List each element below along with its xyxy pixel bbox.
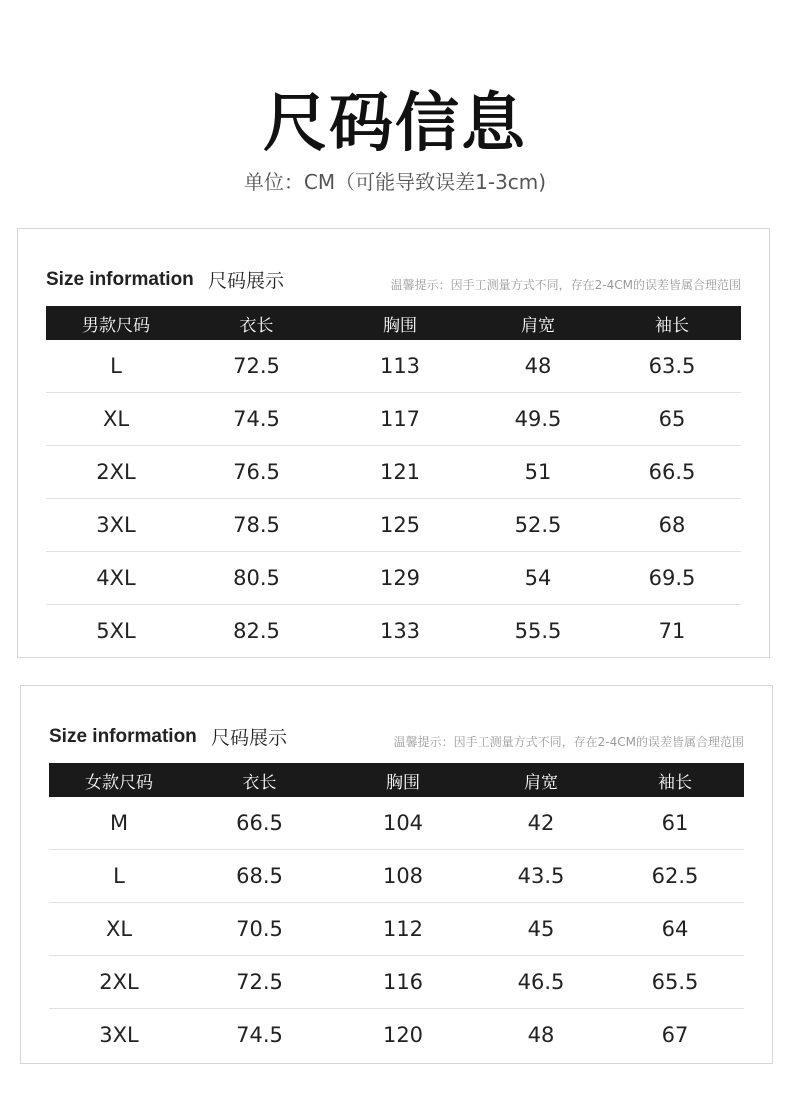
women-size-table bbox=[49, 763, 744, 1061]
women-card-header bbox=[49, 724, 744, 752]
table-row bbox=[46, 446, 741, 499]
cell-sleeve: 65 bbox=[603, 393, 741, 446]
cell-chest: 117 bbox=[327, 393, 473, 446]
men-header-cn: 尺码展示 bbox=[208, 270, 285, 292]
cell-shoulder: 48 bbox=[473, 340, 603, 393]
cell-shoulder: 54 bbox=[473, 552, 603, 605]
cell-shoulder: 52.5 bbox=[473, 499, 603, 552]
cell-length: 66.5 bbox=[189, 797, 330, 850]
col-header-sleeve: 袖长 bbox=[606, 763, 744, 797]
col-header-length: 衣长 bbox=[189, 763, 330, 797]
cell-size: M bbox=[49, 797, 189, 850]
cell-size: 3XL bbox=[46, 499, 186, 552]
cell-chest: 121 bbox=[327, 446, 473, 499]
cell-length: 74.5 bbox=[186, 393, 327, 446]
table-row bbox=[46, 605, 741, 658]
cell-size: 2XL bbox=[46, 446, 186, 499]
unit-subtitle: 单位：CM（可能导致误差1-3cm) bbox=[243, 170, 547, 194]
cell-length: 72.5 bbox=[186, 340, 327, 393]
cell-chest: 112 bbox=[330, 903, 476, 956]
cell-length: 68.5 bbox=[189, 850, 330, 903]
cell-sleeve: 63.5 bbox=[603, 340, 741, 393]
table-row bbox=[46, 499, 741, 552]
cell-sleeve: 67 bbox=[661, 1023, 689, 1047]
cell-shoulder: 45 bbox=[476, 903, 606, 956]
cell-chest: 125 bbox=[327, 499, 473, 552]
cell-length: 72.5 bbox=[189, 956, 330, 1009]
men-measure-note: 温馨提示：因手工测量方式不同，存在2-4CM的误差皆属合理范围 bbox=[390, 278, 741, 292]
page-title: 尺码信息 bbox=[263, 87, 527, 161]
table-row bbox=[49, 797, 744, 850]
cell-chest: 113 bbox=[327, 340, 473, 393]
col-header-shoulder: 肩宽 bbox=[476, 763, 606, 797]
men-card-header bbox=[46, 267, 741, 295]
women-header-en: Size information bbox=[49, 726, 197, 747]
cell-size: 4XL bbox=[46, 552, 186, 605]
cell-length: 76.5 bbox=[186, 446, 327, 499]
cell-size: 2XL bbox=[49, 956, 189, 1009]
table-row bbox=[46, 393, 741, 446]
table-row bbox=[49, 1009, 744, 1062]
cell-chest: 108 bbox=[330, 850, 476, 903]
cell-length: 82.5 bbox=[233, 619, 280, 643]
cell-length: 80.5 bbox=[186, 552, 327, 605]
cell-shoulder: 51 bbox=[473, 446, 603, 499]
col-header-chest: 胸围 bbox=[330, 763, 476, 797]
cell-shoulder: 49.5 bbox=[473, 393, 603, 446]
table-row bbox=[49, 956, 744, 1009]
cell-sleeve: 61 bbox=[606, 797, 744, 850]
cell-sleeve: 71 bbox=[658, 619, 686, 643]
cell-shoulder: 46.5 bbox=[476, 956, 606, 1009]
cell-sleeve: 66.5 bbox=[603, 446, 741, 499]
cell-length: 74.5 bbox=[236, 1023, 283, 1047]
cell-shoulder: 55.5 bbox=[514, 619, 562, 643]
cell-shoulder: 43.5 bbox=[476, 850, 606, 903]
cell-sleeve: 69.5 bbox=[603, 552, 741, 605]
cell-sleeve: 64 bbox=[606, 903, 744, 956]
table-row bbox=[49, 850, 744, 903]
men-size-table bbox=[46, 306, 741, 657]
cell-chest: 116 bbox=[330, 956, 476, 1009]
men-table-header-row bbox=[46, 306, 741, 340]
cell-size: L bbox=[46, 340, 186, 393]
cell-sleeve: 65.5 bbox=[606, 956, 744, 1009]
cell-shoulder: 42 bbox=[476, 797, 606, 850]
cell-chest: 129 bbox=[327, 552, 473, 605]
col-header-chest: 胸围 bbox=[327, 306, 473, 340]
women-size-card bbox=[20, 685, 773, 1064]
cell-sleeve: 68 bbox=[603, 499, 741, 552]
women-header-cn: 尺码展示 bbox=[211, 727, 288, 749]
men-size-card bbox=[17, 228, 770, 658]
cell-size: 3XL bbox=[99, 1023, 139, 1047]
cell-shoulder: 48 bbox=[527, 1023, 555, 1047]
col-header-size: 男款尺码 bbox=[46, 306, 186, 340]
table-row bbox=[46, 552, 741, 605]
cell-size: 5XL bbox=[96, 619, 136, 643]
cell-sleeve: 62.5 bbox=[606, 850, 744, 903]
cell-chest: 120 bbox=[382, 1023, 424, 1047]
col-header-shoulder: 肩宽 bbox=[473, 306, 603, 340]
cell-chest: 133 bbox=[379, 619, 421, 643]
cell-size: XL bbox=[49, 903, 189, 956]
cell-size: XL bbox=[46, 393, 186, 446]
col-header-length: 衣长 bbox=[186, 306, 327, 340]
cell-size: L bbox=[49, 850, 189, 903]
cell-length: 78.5 bbox=[186, 499, 327, 552]
cell-chest: 104 bbox=[330, 797, 476, 850]
table-row bbox=[49, 903, 744, 956]
table-row bbox=[46, 340, 741, 393]
men-header-en: Size information bbox=[46, 269, 194, 290]
women-table-header-row bbox=[49, 763, 744, 797]
col-header-sleeve: 袖长 bbox=[603, 306, 741, 340]
women-measure-note: 温馨提示：因手工测量方式不同，存在2-4CM的误差皆属合理范围 bbox=[393, 735, 744, 749]
col-header-size: 女款尺码 bbox=[49, 763, 189, 797]
cell-length: 70.5 bbox=[189, 903, 330, 956]
